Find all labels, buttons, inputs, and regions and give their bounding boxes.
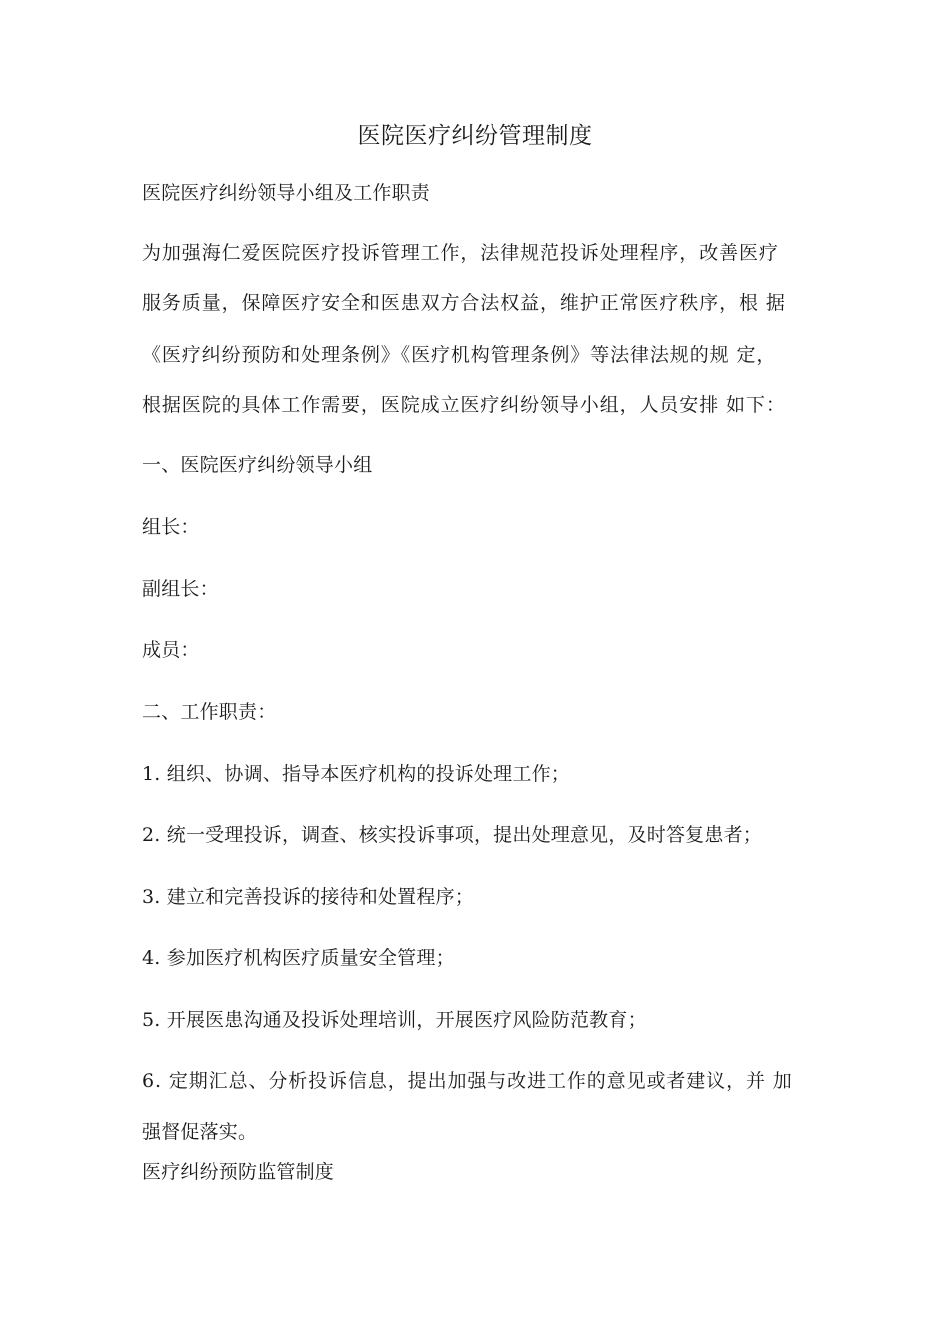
duty-item: 2. 统一受理投诉，调查、核实投诉事项，提出处理意见，及时答复患者；: [142, 824, 762, 846]
duty-item-continuation: 强督促落实。: [142, 1121, 258, 1143]
duty-item: 1. 组织、协调、指导本医疗机构的投诉处理工作；: [142, 763, 570, 785]
intro-line: 根据医院的具体工作需要，医院成立医疗纠纷领导小组，人员安排 如下：: [142, 394, 786, 416]
leader-label: 组长：: [142, 516, 200, 538]
duty-item: 3. 建立和完善投诉的接待和处置程序；: [142, 886, 474, 908]
members-label: 成员：: [142, 639, 200, 661]
duty-item: 5. 开展医患沟通及投诉处理培训，开展医疗风险防范教育；: [142, 1009, 647, 1031]
duty-item: 6. 定期汇总、分析投诉信息，提出加强与改进工作的意见或者建议，并 加: [142, 1070, 793, 1092]
section-heading-leadership-group: 一、医院医疗纠纷领导小组: [142, 454, 373, 476]
intro-line: 服务质量，保障医疗安全和医患双方合法权益，维护正常医疗秩序，根 据: [142, 292, 786, 314]
intro-line: 为加强海仁爱医院医疗投诉管理工作，法律规范投诉处理程序，改善医疗: [142, 242, 779, 264]
section-heading-duties: 二、工作职责：: [142, 701, 277, 723]
duty-item: 4. 参加医疗机构医疗质量安全管理；: [142, 947, 455, 969]
document-title: 医院医疗纠纷管理制度: [357, 123, 593, 149]
section-subtitle: 医院医疗纠纷领导小组及工作职责: [142, 182, 431, 204]
next-section-title: 医疗纠纷预防监管制度: [142, 1161, 335, 1183]
deputy-leader-label: 副组长：: [142, 578, 219, 600]
intro-line: 《医疗纠纷预防和处理条例》《医疗机构管理条例》等法律法规的规 定，: [142, 344, 777, 366]
